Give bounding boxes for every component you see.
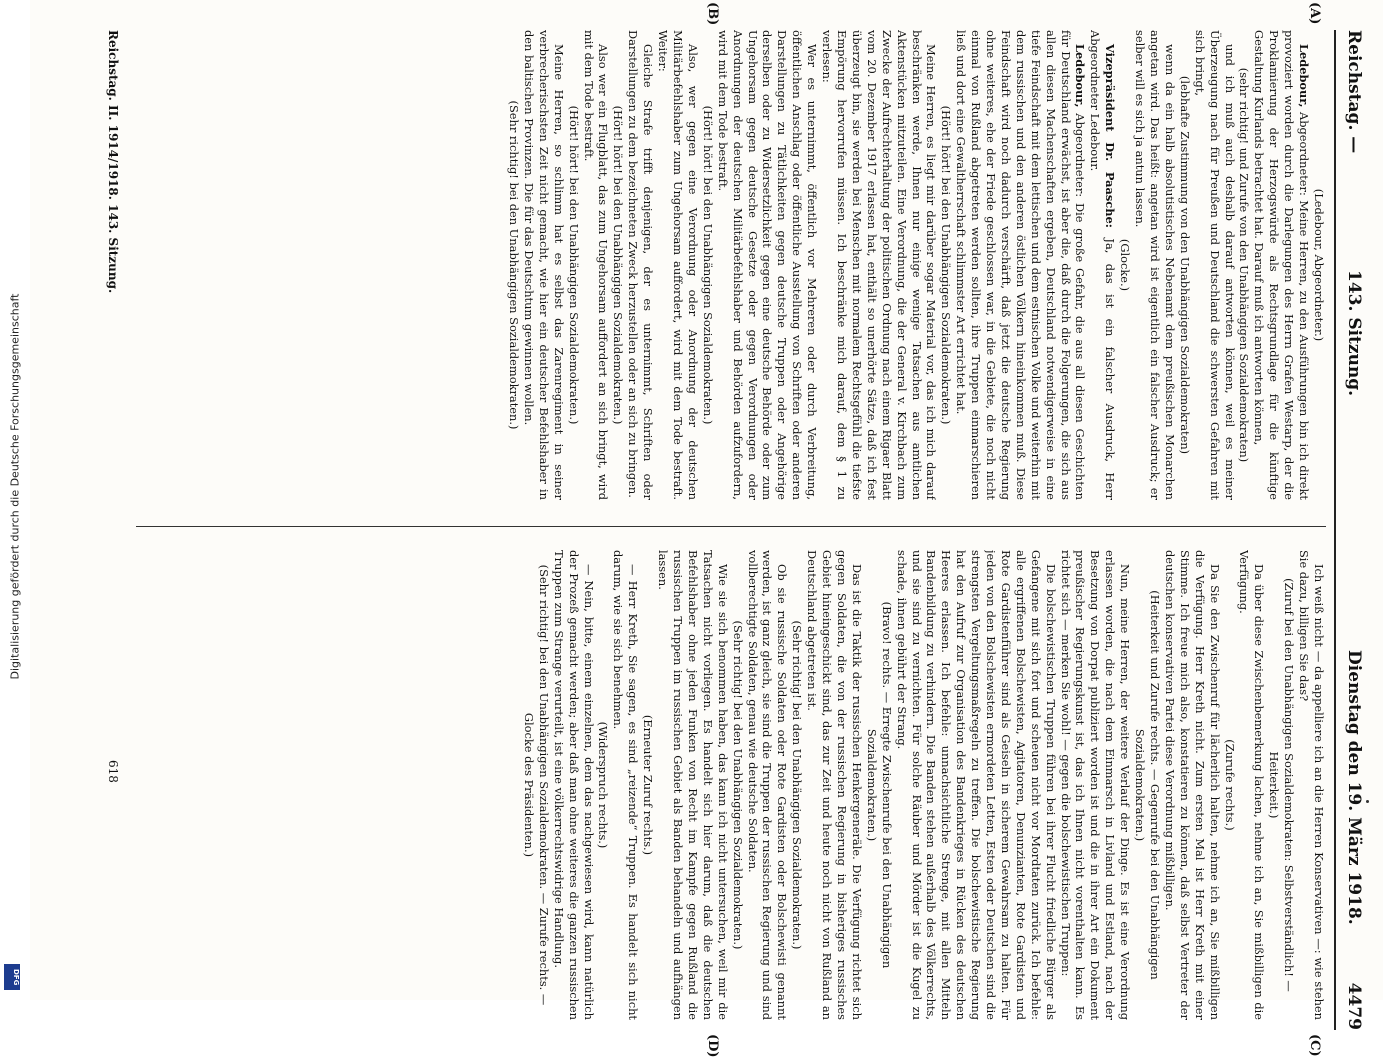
digitization-credit: Digitalisierung gefördert durch die Deutsche Forschungsgemeinschaft: [8, 293, 22, 680]
right-text-column: [136, 550, 1326, 1020]
footer-page-number: 618: [106, 760, 120, 783]
scanned-page: [30, 0, 1383, 1058]
text-paragraph: Meine Herren, es liegt mir darüber sogar Material vor, das ich mich darauf beschränken werde, Ihnen nur einige wenige Tatsachen aus amtlichen Aktenstücken mitzuteilen. Eine Verordnung, die der General v. Kirchbach zum Zwecke der Aufrechterhaltung der politischen Ordnung nach einem Rigaer Blatt vom 20. Dezember 1917 erlassen hat, enthält so unerhörte Sätze, daß ich fest überzeugt bin, sie werden bei Menschen mit normalem Rechtsgefühl die tiefste Empörung hervorrufen müssen. Ich beschränke mich darauf, dem § 1 zu verlesen:: [820, 30, 939, 500]
interjection: (Hört! hört! bei den Unabhängigen Sozialdemokraten.): [700, 105, 715, 425]
interjection: (Sehr richtig! bei den Unabhängigen Sozialdemokraten. — Zurufe rechts. — Glocke des Präsidenten.): [521, 564, 551, 1006]
interjection: (Sehr richtig! bei den Unabhängigen Sozialdemokraten.): [730, 620, 745, 950]
margin-mark-a: (A): [1307, 2, 1322, 25]
interjection: (Hört! hört! bei den Unabhängigen Sozialdemokraten.): [566, 105, 581, 425]
dfg-logo: DFG: [4, 964, 20, 990]
text-paragraph: Wie sie sich benommen haben, das kann ich nicht untersuchen, weil mir die Tatsachen nicht vorliegen. Es handelt sich hier darum, daß die deutschen Befehlshaber ohne jeden Funken von Recht im Kampfe gegen Rußland die russischen Truppen im russischen Gebiet als Banden behandeln und aufhängen lassen.: [656, 550, 730, 1020]
interjection: (Heiterkeit und Zurufe rechts. — Gegenrufe bei den Unabhängigen Sozialdemokraten.): [1133, 590, 1163, 980]
text-paragraph: Also, wer gegen eine Verordnung oder Anordnung der deutschen Militärbefehlshaber zum Ungehorsam auffordert, wird mit dem Tode bestraft. Weiter:: [656, 30, 700, 500]
margin-mark-d: (D): [705, 1034, 720, 1058]
speaker-name: Ledebour,: [1073, 44, 1088, 108]
speaker-name: Ledebour,: [1297, 44, 1312, 108]
interjection: (Glocke.): [1118, 238, 1133, 292]
footer-signature: Reichstag. II. 1914/1918. 143. Sitzung.: [106, 30, 120, 294]
interjection: (Hört! hört! bei den Unabhängigen Sozialdemokraten.): [611, 105, 626, 425]
interjection: (Sehr richtig! bei den Unabhängigen Sozialdemokraten.): [507, 100, 522, 430]
speaker-name: Vizepräsident Dr. Paasche:: [1103, 44, 1118, 228]
text-paragraph: und ich muß auch deshalb darauf antworten können, weil es meiner Überzeugung nach für Preußen und Deutschland die schwersten Gefahren mit sich bringt,: [1192, 30, 1237, 500]
text-paragraph: — Nein, bitte, einem einzelnen, dem das nachgewiesen wird, kann natürlich der Prozeß gemacht werden; aber daß man ohne weiteres die ganzen russischen Truppen zum Strange verurteilt, ist eine völkerrechtswidrige Handlung.: [551, 550, 596, 1020]
interjection: (Erneuter Zuruf rechts.): [641, 714, 656, 856]
interjection: (Hört! hört! bei den Unabhängigen Sozialdemokraten.): [939, 105, 954, 425]
margin-mark-b: (B): [705, 2, 720, 26]
text-paragraph: Das ist die Taktik der russischen Henkergeneräle. Die Verfügung richtet sich gegen Soldaten, die von der russischen Regierung in bisheriges russisches Gebiet hineingeschickt sind, das zur Zeit und heute noch nicht von Rußland an Deutschland abgetreten ist.: [805, 550, 864, 1020]
running-head: [1334, 30, 1370, 1030]
header-left: Reichstag. —: [1344, 30, 1364, 154]
speech-paragraph: [1251, 30, 1311, 500]
interjection: (Zurufe rechts.): [1222, 739, 1237, 831]
margin-mark-c: (C): [1307, 1034, 1322, 1057]
interjection: (Sehr richtig! bei den Unabhängigen Sozialdemokraten.): [790, 620, 805, 950]
speech-paragraph: [1088, 30, 1118, 500]
page-number: 4479: [1344, 982, 1364, 1030]
interjection: (lebhafte Zustimmung von den Unabhängigen Sozialdemokraten): [1177, 75, 1192, 455]
interjection: (Widerspruch rechts.): [596, 721, 611, 849]
column-divider: [136, 526, 1326, 527]
speech-text: Abgeordneter: Die große Gefahr, die aus all diesen Geschichten für Deutschland erwächst, ist aber die, daß durch die Folgerungen, die sich aus allen diesen Machenschaften ergeben, Deutschland notwendigerweise in eine tiefe Feindschaft mit dem lettischen und dem estnischen Volke und weiterhin mit dem russischen und den anderen östlichen Völkern hineinkommen muß. Diese Feindschaft wird noch dadurch verschärft, daß jetzt die deutsche Regierung ohne weiteres, ehe der Friede geschlossen war, in die Gebiete, die noch nicht einmal von Rußland abgetreten werden sollten, ihre Truppen einmarschieren ließ und dort eine Gewaltherrschaft schlimmster Art errichtet hat.: [954, 30, 1088, 500]
speech-text: Abgeordneter: Meine Herren, zu den Ausführungen bin ich direkt provoziert worden durch die Darlegungen des Herrn Grafen Westarp, der die Proklamierung der Herzogswürde als Rechtsgrundlage für die künftige Gestaltung Kurlands betrachtet hat. Darauf muß ich antworten können,: [1252, 30, 1312, 500]
text-paragraph: Wer es unternimmt, öffentlich vor Mehreren oder durch Verbreitung, öffentlichen Anschlag oder öffentliche Ausstellung von Schriften oder anderen Darstellungen zu Tätlichkeiten gegen deutsche Truppen oder Angehörige derselben oder zu Widersetzlichkeit gegen eine deutsche Behörde oder zum Ungehorsam gegen deutsche Gesetze oder gegen Verordnungen oder Anordnungen der deutschen Militärbefehlshaber und Behörden aufzufordern, wird mit dem Tode bestraft.: [715, 30, 820, 500]
interjection: (Ledebour, Abgeordneter.): [1312, 188, 1326, 342]
text-paragraph: Da Sie den Zwischenruf für lächerlich halten, nehme ich an, Sie mißbilligen die Verfügung. Herr Kreth nicht. Zum ersten Mal ist Herr Kreth mit einer Stimme. Ich freue mich also, konstatieren zu können, daß selbst Vertreter der deutschen konservativen Partei diese Verordnung mißbilligen.: [1162, 550, 1222, 1020]
left-text-column: [136, 30, 1326, 500]
scan-speck: [1366, 800, 1369, 803]
speech-text: Ja, das ist ein falscher Ausdruck, Herr Abgeordneter Ledebour.: [1088, 30, 1118, 500]
text-paragraph: Da über diese Zwischenbemerkung lachen, nehme ich an, Sie mißbilligen die Verfügung.: [1237, 550, 1267, 1020]
text-paragraph: Ich weiß nicht — da appelliere ich an die Herren Konservativen —: wie stehen Sie dazu, billigen Sie das?: [1297, 550, 1326, 1020]
interjection: (sehr richtig! und Zurufe von den Unabhängigen Sozialdemokraten): [1237, 67, 1252, 463]
text-paragraph: — Herr Kreth, Sie sagen, es sind „reizende“ Truppen. Es handelt sich nicht darum, wie sie sich benehmen.: [611, 550, 641, 1020]
text-paragraph: Nun, meine Herren, der weitere Verlauf der Dinge. Es ist eine Verordnung erlassen worden, die nach dem Einmarsch in Livland und Estland, nach der Besetzung von Dorpat publiziert worden ist und die in ihrer Art ein Dokument preußischer Regierungskunst ist, das ich Ihnen nicht vorenthalten kann. Es richtet sich — merken Sie wohl! — gegen die bolschewistischen Truppen:: [1058, 550, 1133, 1020]
interjection: (Zuruf bei den Unabhängigen Sozialdemokraten: Selbstverständlich! — Heiterkeit.): [1267, 578, 1297, 992]
text-paragraph: Gleiche Strafe trifft denjenigen, der es unternimmt, Schriften oder Darstellungen zu dem bezeichneten Zweck herzustellen oder an sich zu bringen.: [626, 30, 656, 500]
text-paragraph: wenn da ein halb absolutistisches Nebenamt dem preußischen Monarchen angetan wird. Das heißt: angetan wird ist eigentlich ein falscher Ausdruck; er selber will es sich ja antun lassen.: [1133, 30, 1177, 500]
text-paragraph: Also wer ein Flugblatt, das zum Ungehorsam auffordert an sich bringt, wird mit dem Tode bestraft.: [581, 30, 611, 500]
text-paragraph: Ob sie russische Soldaten oder Rote Gardisten oder Bolschewisti genannt werden, ist ganz gleich, sie sind die Truppen der russischen Regierung und sind vollberechtigte Soldaten, genau wie deutsche Soldaten.: [745, 550, 790, 1020]
interjection: (Bravo! rechts. — Erregte Zwischenrufe bei den Unabhängigen Sozialdemokraten.): [864, 601, 894, 969]
rotated-page-content: [70, 2, 1370, 1058]
speech-paragraph: [953, 30, 1087, 500]
text-paragraph: Meine Herren, so schlimm hat es selbst das Zarenregiment in seiner verbrecherischsten Zeit nicht gemacht, wie hier ein deutscher Befehlshaber in den baltischen Provinzen. Die für das Deutschtum gewinnen wollen.: [521, 30, 566, 500]
text-paragraph: Die bolschewistischen Truppen führen bei ihrer Flucht friedliche Bürger als Gefangene mit sich fort und scheuen nicht vor Mordtaten zurück. Ich befehle: alle ergriffenen Bolschewisten, Agitatoren, Denunzianten, Rote Gardisten und Rote Gardistenführer sind als Geiseln in sicherem Gewahrsam zu halten. Für jeden von den Bolschewisten ermordeten Letten, Esten oder Deutschen sind die strengsten Vergeltungsmaßregeln zu treffen. Die bolschewistische Regierung hat den Aufruf zur Organisation des Bandenkrieges in Rücken des deutschen Heeres erlassen. Ich befehle: unnachsichtliche Strenge, mit allen Mitteln Bandenbildung zu verhindern. Die Banden stehen außerhalb des Völkerrechts, und sie sind zu vernichten. Für solche Räuber und Mörder ist die Kugel zu schade, ihnen gebührt der Strang.: [894, 550, 1058, 1020]
header-center: 143. Sitzung.: [1344, 270, 1364, 397]
header-right: Dienstag den 19. März 1918.: [1344, 650, 1364, 925]
